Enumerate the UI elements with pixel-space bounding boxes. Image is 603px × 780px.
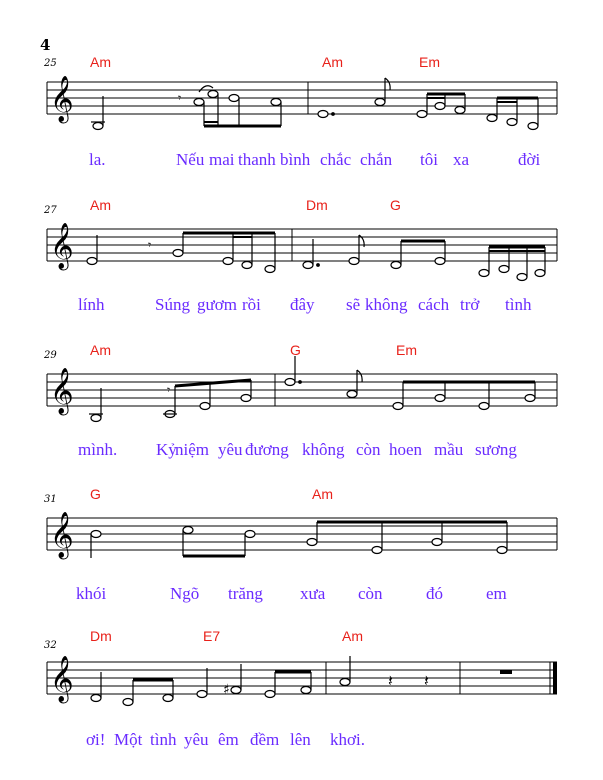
lyric-syllable: thanh [238, 150, 276, 169]
chord-symbol: Am [342, 628, 363, 644]
svg-text:♯: ♯ [223, 682, 230, 698]
svg-text:𝄽: 𝄽 [424, 671, 429, 690]
lyric-syllable: tình [505, 295, 532, 314]
lyric-syllable: đương [245, 440, 289, 459]
lyric-syllable: chắc [320, 150, 352, 169]
treble-clef-icon: 𝄞 [50, 368, 74, 414]
chord-symbol: E7 [203, 628, 221, 644]
lyric-syllable: lên [290, 730, 311, 749]
chord-symbol: Am [90, 342, 111, 358]
lyric-syllable: yêu [218, 440, 243, 459]
svg-text:𝄾: 𝄾 [178, 91, 182, 105]
lyric-syllable: khói [76, 584, 107, 603]
lyric-syllable: xưa [300, 584, 326, 603]
music-staff [0, 193, 603, 283]
chord-symbol: Am [90, 197, 111, 213]
staff-system-5 [0, 622, 603, 752]
lyric-syllable: mình. [78, 440, 118, 459]
lyric-syllable: hoen [389, 440, 423, 459]
lyric-syllable: khơi. [330, 730, 365, 749]
staff-system-1 [0, 52, 603, 172]
chord-symbol: G [290, 342, 301, 358]
lyric-syllable: sẽ [346, 295, 361, 314]
chord-symbol: Am [322, 54, 343, 70]
treble-clef-icon: 𝄞 [50, 656, 74, 702]
lyric-syllable: tôi [420, 150, 438, 169]
svg-text:𝄽: 𝄽 [388, 671, 393, 690]
lyric-syllable: còn [358, 584, 383, 603]
treble-clef-icon: 𝄞 [50, 223, 74, 269]
measure-number: 31 [44, 494, 57, 505]
chord-symbol: Am [90, 54, 111, 70]
lyric-syllable: em [486, 584, 507, 603]
lyric-syllable: yêu [184, 730, 209, 749]
lyric-syllable: trở [460, 295, 480, 314]
lyric-syllable: còn [356, 440, 381, 459]
staff-system-2 [0, 193, 603, 318]
lyric-syllable: la. [89, 150, 106, 169]
lyric-syllable: xa [453, 150, 470, 169]
lyric-syllable: rồi [242, 295, 261, 314]
chord-symbol: G [390, 197, 401, 213]
lyric-syllable: lính [78, 295, 105, 314]
chord-symbol: Em [419, 54, 440, 70]
measure-number: 29 [44, 350, 57, 361]
lyric-syllable: bình [280, 150, 311, 169]
svg-text:𝄾: 𝄾 [167, 383, 171, 397]
chord-symbol: Dm [306, 197, 328, 213]
lyric-syllable: Ngõ [170, 584, 200, 603]
staff-system-4 [0, 482, 603, 607]
staff-system-3 [0, 342, 603, 467]
lyric-syllable: Súng [155, 295, 190, 314]
lyric-syllable: không [365, 295, 408, 314]
chord-symbol: G [90, 486, 101, 502]
music-staff [0, 622, 603, 712]
page-number: 4 [40, 36, 51, 54]
lyric-syllable: niệm [175, 440, 209, 459]
treble-clef-icon: 𝄞 [50, 512, 74, 558]
lyric-syllable: ơi! [86, 730, 106, 749]
lyric-syllable: chắn [360, 150, 393, 169]
lyric-syllable: trăng [228, 584, 263, 603]
lyric-syllable: gươm [197, 295, 237, 314]
measure-number: 32 [44, 640, 57, 651]
lyric-syllable: đời [518, 150, 541, 169]
lyric-syllable: đó [426, 584, 443, 603]
lyric-syllable: Kỷ [156, 440, 177, 459]
chord-symbol: Em [396, 342, 417, 358]
lyric-syllable: tình [150, 730, 177, 749]
lyric-syllable: cách [418, 295, 450, 314]
lyric-syllable: không [302, 440, 345, 459]
lyric-syllable: mai [209, 150, 235, 169]
chord-symbol: Am [312, 486, 333, 502]
measure-number: 27 [44, 205, 57, 216]
music-staff [0, 52, 603, 132]
lyric-syllable: Một [114, 730, 143, 749]
music-staff [0, 342, 603, 432]
chord-symbol: Dm [90, 628, 112, 644]
treble-clef-icon: 𝄞 [50, 76, 74, 122]
lyric-syllable: mầu [434, 440, 464, 459]
music-staff [0, 482, 603, 572]
lyric-syllable: đây [290, 295, 315, 314]
measure-number: 25 [44, 58, 57, 69]
lyric-syllable: sương [475, 440, 517, 459]
svg-text:𝄾: 𝄾 [148, 238, 152, 252]
lyric-syllable: Nếu [176, 150, 205, 169]
lyric-syllable: êm [218, 730, 239, 749]
lyric-syllable: đềm [250, 730, 280, 749]
